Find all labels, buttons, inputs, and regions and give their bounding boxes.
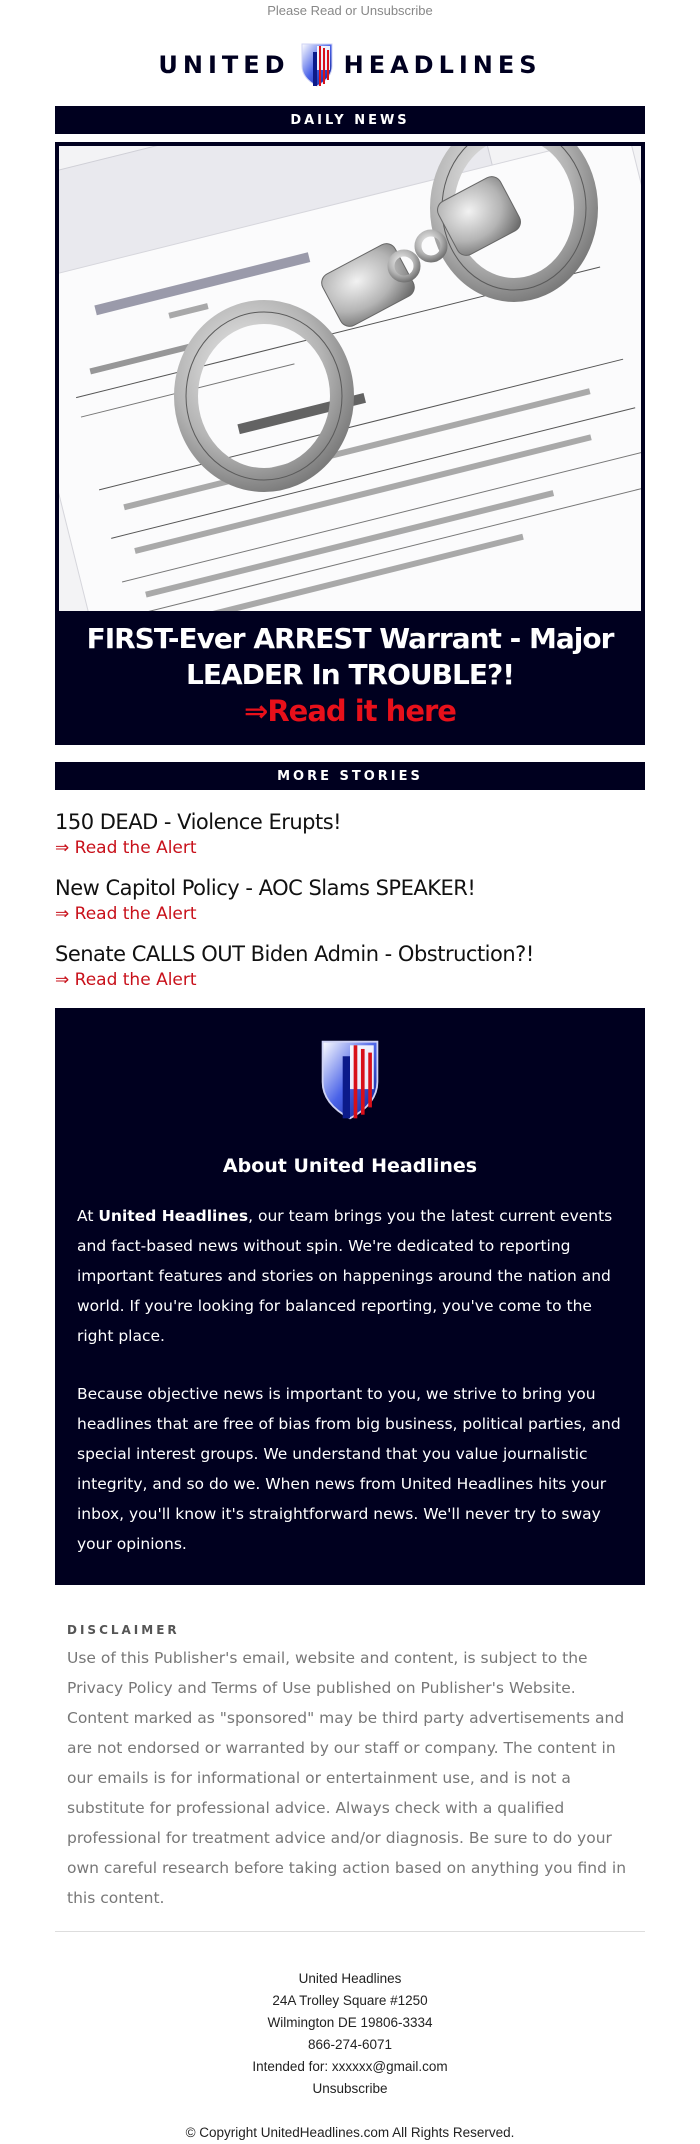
list-item <box>55 808 645 860</box>
footer-phone: 866-274-6071 <box>307 2037 393 2052</box>
hero-card[interactable] <box>55 142 645 745</box>
story-read-link[interactable]: ⇒ Read the Alert <box>55 970 197 990</box>
about-paragraph-2: Because objective news is important to you, we strive to bring you headlines that are free of bias from big business, political parties, and special interest groups. We understand that you value journalistic integrity, and so do we. When news from United Headlines hits your inbox, you'll know it's straightforward news. We'll never try to sway your opinions. <box>77 1385 621 1553</box>
about-section <box>55 1008 645 1585</box>
brand-logo[interactable] <box>55 33 645 97</box>
story-title[interactable]: 150 DEAD - Violence Erupts! <box>55 810 342 834</box>
footer-copyright: © Copyright UnitedHeadlines.com All Rights Reserved. <box>185 2125 515 2140</box>
footer-company: United Headlines <box>298 1971 402 1986</box>
unsubscribe-link[interactable]: Unsubscribe <box>312 2081 388 2096</box>
disclaimer-section <box>55 1585 645 1932</box>
footer-address-line-1: 24A Trolley Square #1250 <box>272 1993 428 2008</box>
about-p1-rest: , our team brings you the latest current events and fact-based news without spin. We're dedicated to reporting important features and stories on happenings around the nation and world. If you're looking for balanced reporting, you've come to the right place. <box>77 1207 613 1345</box>
brand-word-right: HEADLINES <box>343 51 542 79</box>
brand-word-left: UNITED <box>158 51 290 79</box>
about-logo <box>77 1038 623 1127</box>
email-container <box>55 0 645 2144</box>
about-p1-brand: United Headlines <box>98 1207 249 1225</box>
list-item <box>55 940 645 992</box>
about-p1-prefix: At <box>77 1207 99 1225</box>
arrest-warrant-handcuffs-image[interactable] <box>59 146 641 611</box>
daily-news-bar: DAILY NEWS <box>55 106 645 134</box>
story-title[interactable]: New Capitol Policy - AOC Slams SPEAKER! <box>55 876 476 900</box>
story-read-link[interactable]: ⇒ Read the Alert <box>55 904 197 924</box>
more-stories-bar: MORE STORIES <box>55 762 645 790</box>
preheader-link[interactable]: Please Read or Unsubscribe <box>267 3 433 18</box>
list-item <box>55 874 645 926</box>
disclaimer-body: Use of this Publisher's email, website and content, is subject to the Privacy Policy and Terms of Use published on Publisher's Website. Content marked as "sponsored" may be third party advertisements and are not endorsed or warranted by our staff or company. The content in our emails is for informational or entertainment use, and is not a substitute for professional advice. Always check with a qualified professional for treatment advice and/or diagnosis. Be sure to do your own careful research before taking action based on anything you find in this content. <box>67 1649 627 1907</box>
hero-read-link[interactable]: ⇒Read it here <box>244 694 456 728</box>
about-paragraph-1 <box>77 1201 623 1351</box>
hero-headline[interactable]: FIRST-Ever ARREST Warrant - Major LEADER In TROUBLE?! <box>86 622 614 691</box>
hero-text-block <box>59 611 641 745</box>
footer <box>55 1932 645 2144</box>
story-title[interactable]: Senate CALLS OUT Biden Admin - Obstruction?! <box>55 942 534 966</box>
disclaimer-label: DISCLAIMER <box>67 1623 180 1637</box>
shield-logo-icon <box>318 1038 382 1122</box>
more-stories-list <box>55 808 645 992</box>
about-title: About United Headlines <box>222 1155 478 1177</box>
footer-address-line-2: Wilmington DE 19806-3334 <box>267 2015 433 2030</box>
story-read-link[interactable]: ⇒ Read the Alert <box>55 838 197 858</box>
footer-intended: Intended for: xxxxxx@gmail.com <box>252 2059 448 2074</box>
shield-logo-icon <box>300 42 334 88</box>
